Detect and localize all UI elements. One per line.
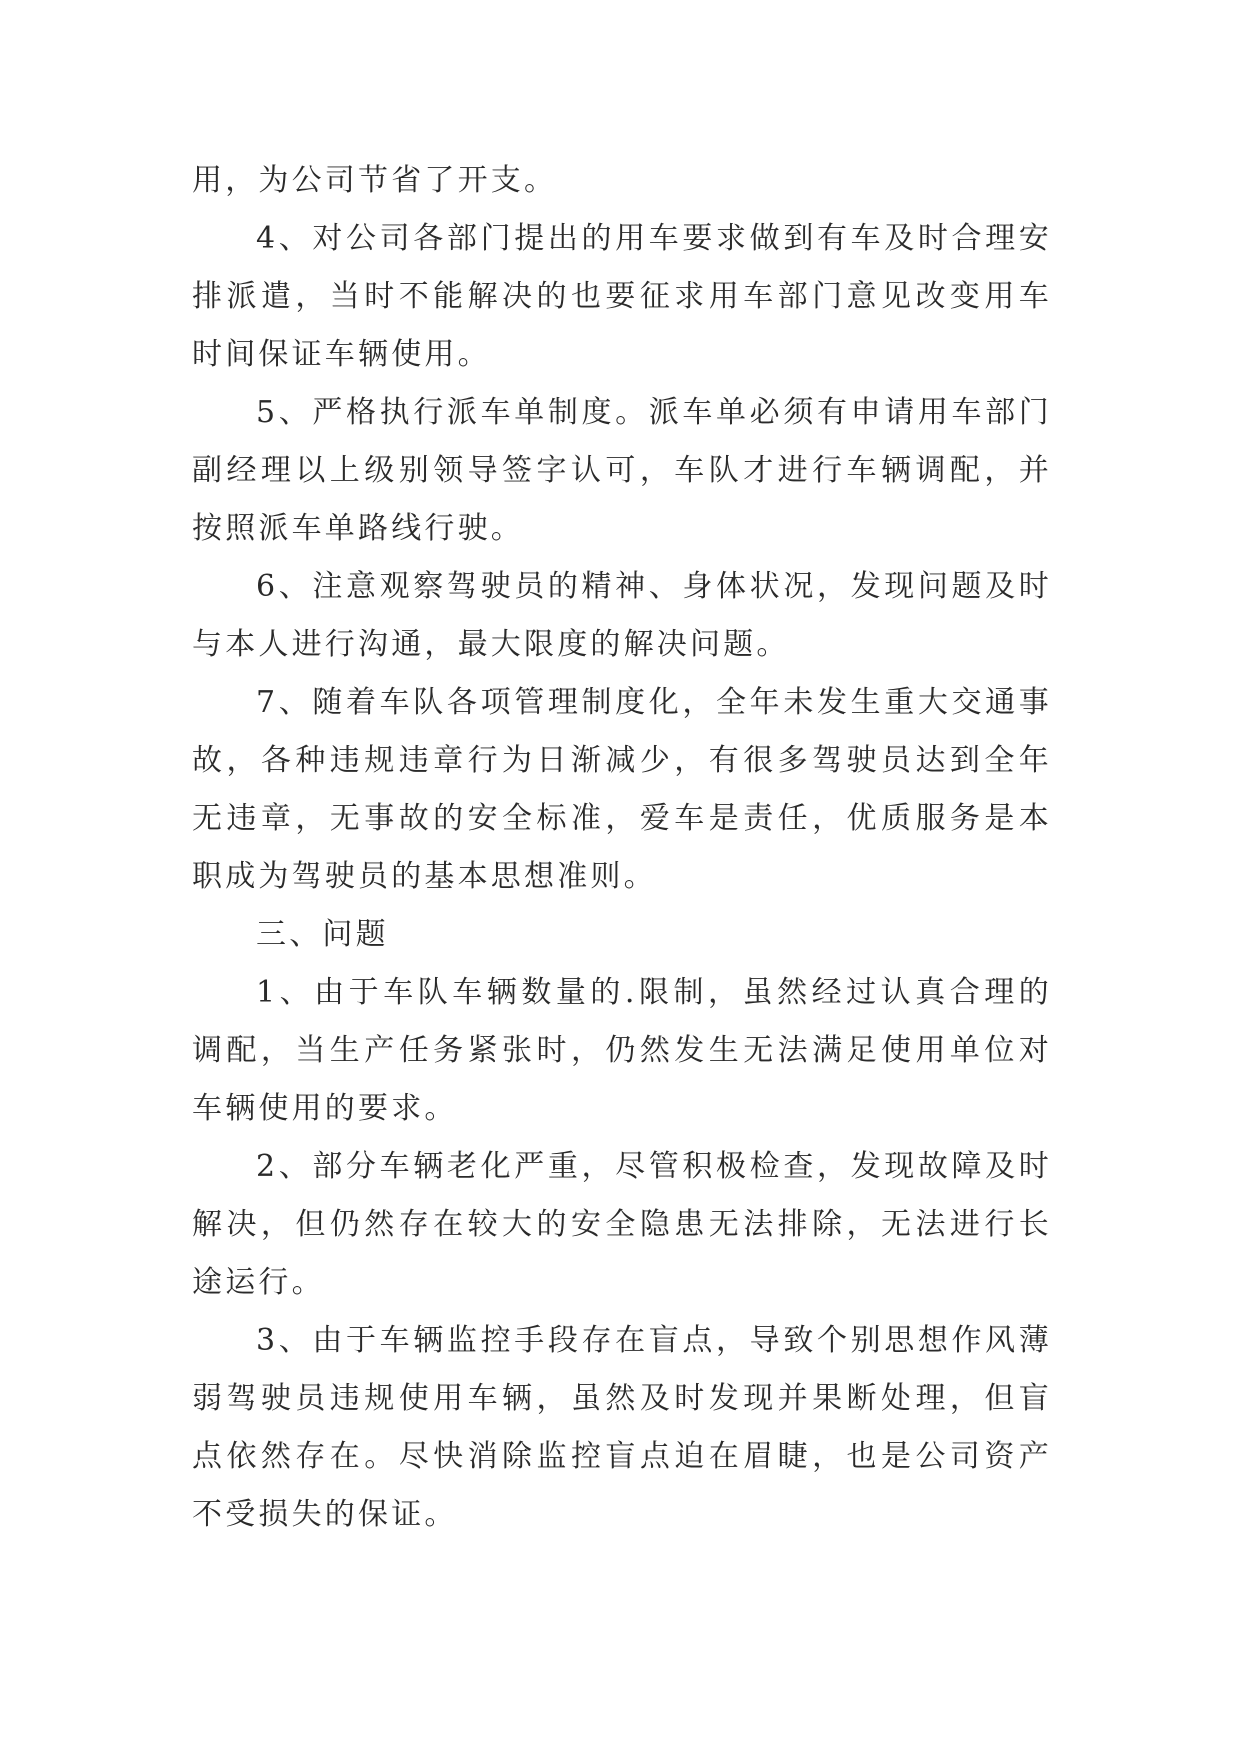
paragraph-item-4: 4、对公司各部门提出的用车要求做到有车及时合理安排派遣，当时不能解决的也要征求用车部门意见改变用车时间保证车辆使用。 — [192, 221, 1052, 372]
paragraph-item-7: 7、随着车队各项管理制度化，全年未发生重大交通事故，各种违规违章行为日渐减少，有很多驾驶员达到全年无违章，无事故的安全标准，爱车是责任，优质服务是本职成为驾驶员的基本思想准则。 — [192, 685, 1052, 894]
section-heading-problems: 三、问题 — [256, 917, 389, 952]
paragraph-item-5: 5、严格执行派车单制度。派车单必须有申请用车部门副经理以上级别领导签字认可，车队才进行车辆调配，并按照派车单路线行驶。 — [192, 395, 1052, 546]
paragraph-problem-1: 1、由于车队车辆数量的.限制，虽然经过认真合理的调配，当生产任务紧张时，仍然发生无法满足使用单位对车辆使用的要求。 — [192, 975, 1052, 1126]
paragraph-problem-2: 2、部分车辆老化严重，尽管积极检查，发现故障及时解决，但仍然存在较大的安全隐患无法排除，无法进行长途运行。 — [192, 1149, 1052, 1300]
paragraph-item-6: 6、注意观察驾驶员的精神、身体状况，发现问题及时与本人进行沟通，最大限度的解决问题。 — [192, 569, 1052, 662]
paragraph-continuation: 用，为公司节省了开支。 — [192, 163, 558, 198]
paragraph-problem-3: 3、由于车辆监控手段存在盲点，导致个别思想作风薄弱驾驶员违规使用车辆，虽然及时发现并果断处理，但盲点依然存在。尽快消除监控盲点迫在眉睫，也是公司资产不受损失的保证。 — [192, 1323, 1052, 1532]
document-body — [192, 152, 1052, 1544]
